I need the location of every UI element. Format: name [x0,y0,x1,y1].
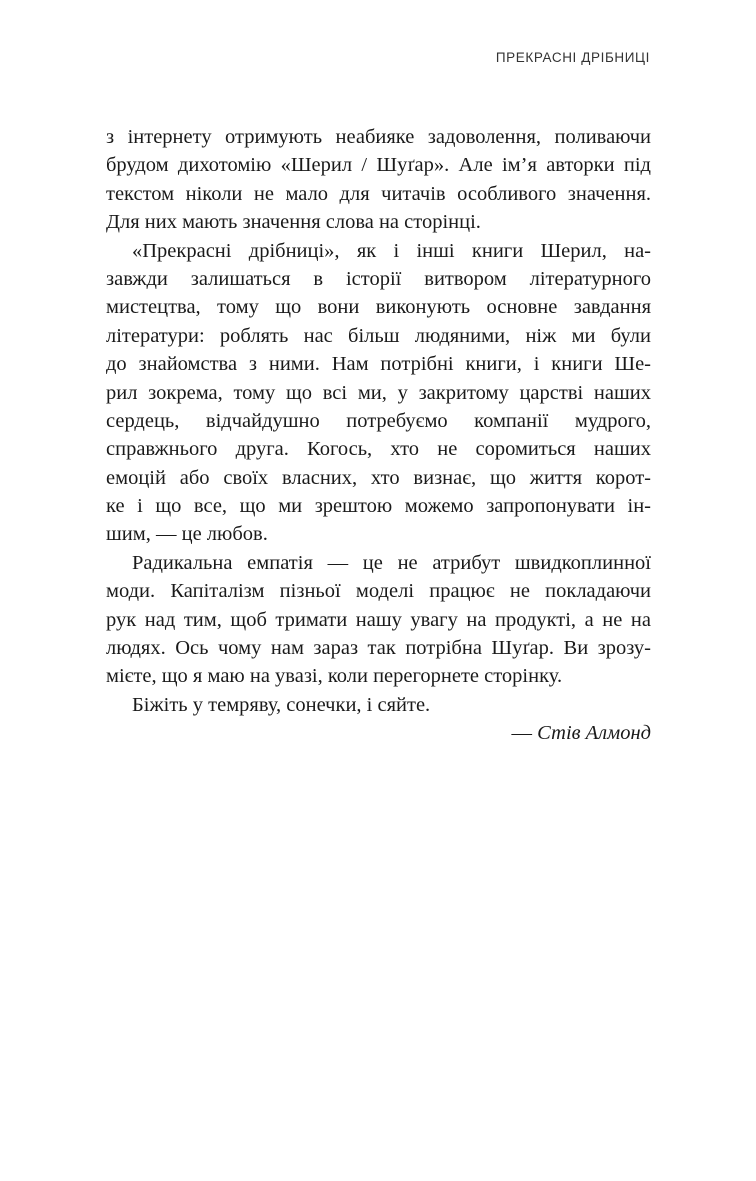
author-signature [106,719,651,747]
text-line: рил зокрема, тому що всі ми, у закритому царстві наших [106,381,651,404]
text-line: літератури: роблять нас більш людяними, ніж ми були [106,324,651,347]
text-line: з інтернету отримують неабияке задоволення, поливаючи [106,126,651,148]
text-line: емоцій або своїх власних, хто визнає, що життя корот- [106,466,651,489]
text-line: людях. Ось чому нам зараз так потрібна Шуґар. Ви зрозу- [106,637,651,660]
text-line: справжнього друга. Когось, хто не соромиться наших [106,438,651,461]
text-line: сердець, відчайдушно потребуємо компанії мудрого, [106,409,651,432]
text-line: Для них мають значення слова на сторінці. [106,211,481,234]
paragraph-4 [106,691,651,719]
text-line: до знайомства з ними. Нам потрібні книги, і книги Ше- [106,353,651,376]
text-line: Радикальна емпатія — це не атрибут швидкоплинної [132,551,651,574]
paragraph-1 [106,123,651,237]
text-line: шим, — це любов. [106,523,268,546]
text-line: мистецтва, тому що вони виконують основне завдання [106,296,651,319]
text-line: Біжіть у темряву, сонечки, і сяйте. [132,693,431,716]
paragraph-3 [106,549,651,691]
signature-dash: — [511,722,538,745]
body-text [106,123,651,748]
paragraph-2 [106,237,651,549]
signature-author: Стів Алмонд [537,722,651,745]
text-line: «Прекрасні дрібниці», як і інші книги Шерил, на- [132,239,651,262]
text-line: завжди залишаться в історії витвором літературного [106,267,651,290]
text-line: ке і що все, що ми зрештою можемо запропонувати ін- [106,495,651,518]
text-line: рук над тим, щоб тримати нашу увагу на продукті, а не на [106,608,651,631]
text-line: мієте, що я маю на увазі, коли перегорнете сторінку. [106,665,563,688]
text-line: моди. Капіталізм пізньої моделі працює не покладаючи [106,580,651,603]
text-line: текстом ніколи не мало для читачів особливого значення. [106,182,651,205]
text-line: брудом дихотомію «Шерил / Шуґар». Але ім’я авторки під [106,154,651,177]
running-header: ПРЕКРАСНІ ДРІБНИЦІ [495,50,650,65]
